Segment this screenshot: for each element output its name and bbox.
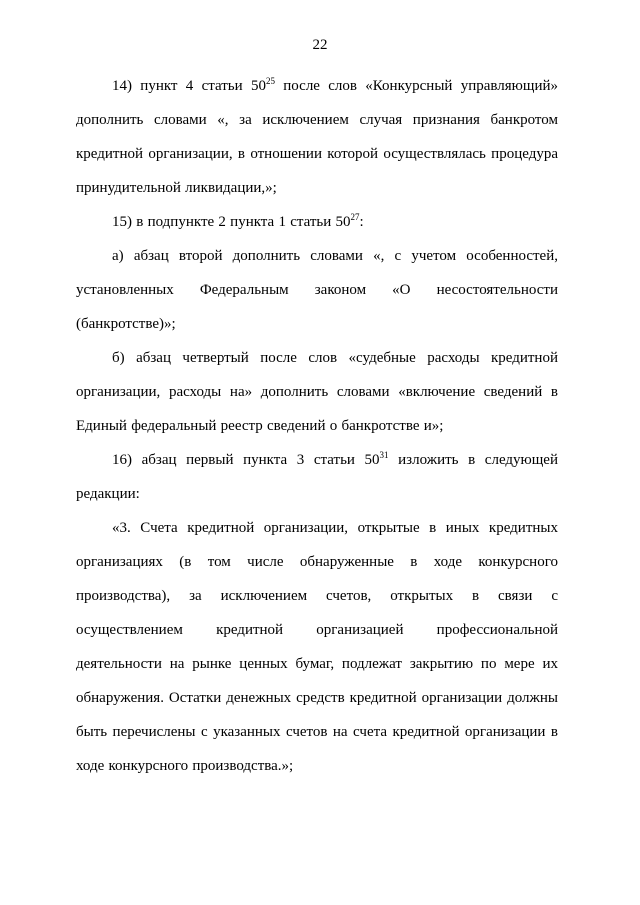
paragraph-text: а) абзац второй дополнить словами «, с учетом особенностей, установленных Федеральным законом «О несостоятельности (банкротстве)»; [76, 248, 558, 332]
paragraph-text: 16) абзац первый пункта 3 статьи 50 [112, 452, 380, 468]
paragraph-item-16 [76, 443, 558, 511]
document-body [76, 69, 558, 783]
page-number: 22 [312, 37, 328, 53]
paragraph-item-15 [76, 205, 558, 239]
paragraph-text: б) абзац четвертый после слов «судебные расходы кредитной организации, расходы на» дополнить словами «включение сведений в Единый федеральный реестр сведений о банкротстве и»; [76, 350, 558, 434]
paragraph-item-16-quote [76, 511, 558, 783]
paragraph-text: после слов «Конкурсный управляющий» дополнить словами «, за исключением случая признания банкротом кредитной организации, в отношении которой осуществлялась процедура принудительной ликвидации,»; [76, 78, 558, 196]
superscript-number: 27 [350, 212, 360, 222]
paragraph-text: : [359, 214, 364, 230]
paragraph-text: 15) в подпункте 2 пункта 1 статьи 50 [112, 214, 351, 230]
superscript-number: 25 [265, 76, 275, 86]
paragraph-text: изложить в следующей редакции: [76, 452, 558, 502]
paragraph-item-15b [76, 341, 558, 443]
paragraph-text: 14) пункт 4 статьи 50 [112, 78, 266, 94]
paragraph-item-15a [76, 239, 558, 341]
superscript-number: 31 [379, 450, 389, 460]
paragraph-item-14 [76, 69, 558, 205]
paragraph-text: «3. Счета кредитной организации, открытые в иных кредитных организациях (в том числе обнаруженные в ходе конкурсного производства), за исключением счетов, открытых в связи с осуществлением кредитной организацией профессиональной деятельности на рынке ценных бумаг, подлежат закрытию по мере их обнаружения. Остатки денежных средств кредитной организации должны быть перечислены с указанных счетов на счета кредитной организации в ходе конкурсного производства.»; [76, 520, 558, 774]
